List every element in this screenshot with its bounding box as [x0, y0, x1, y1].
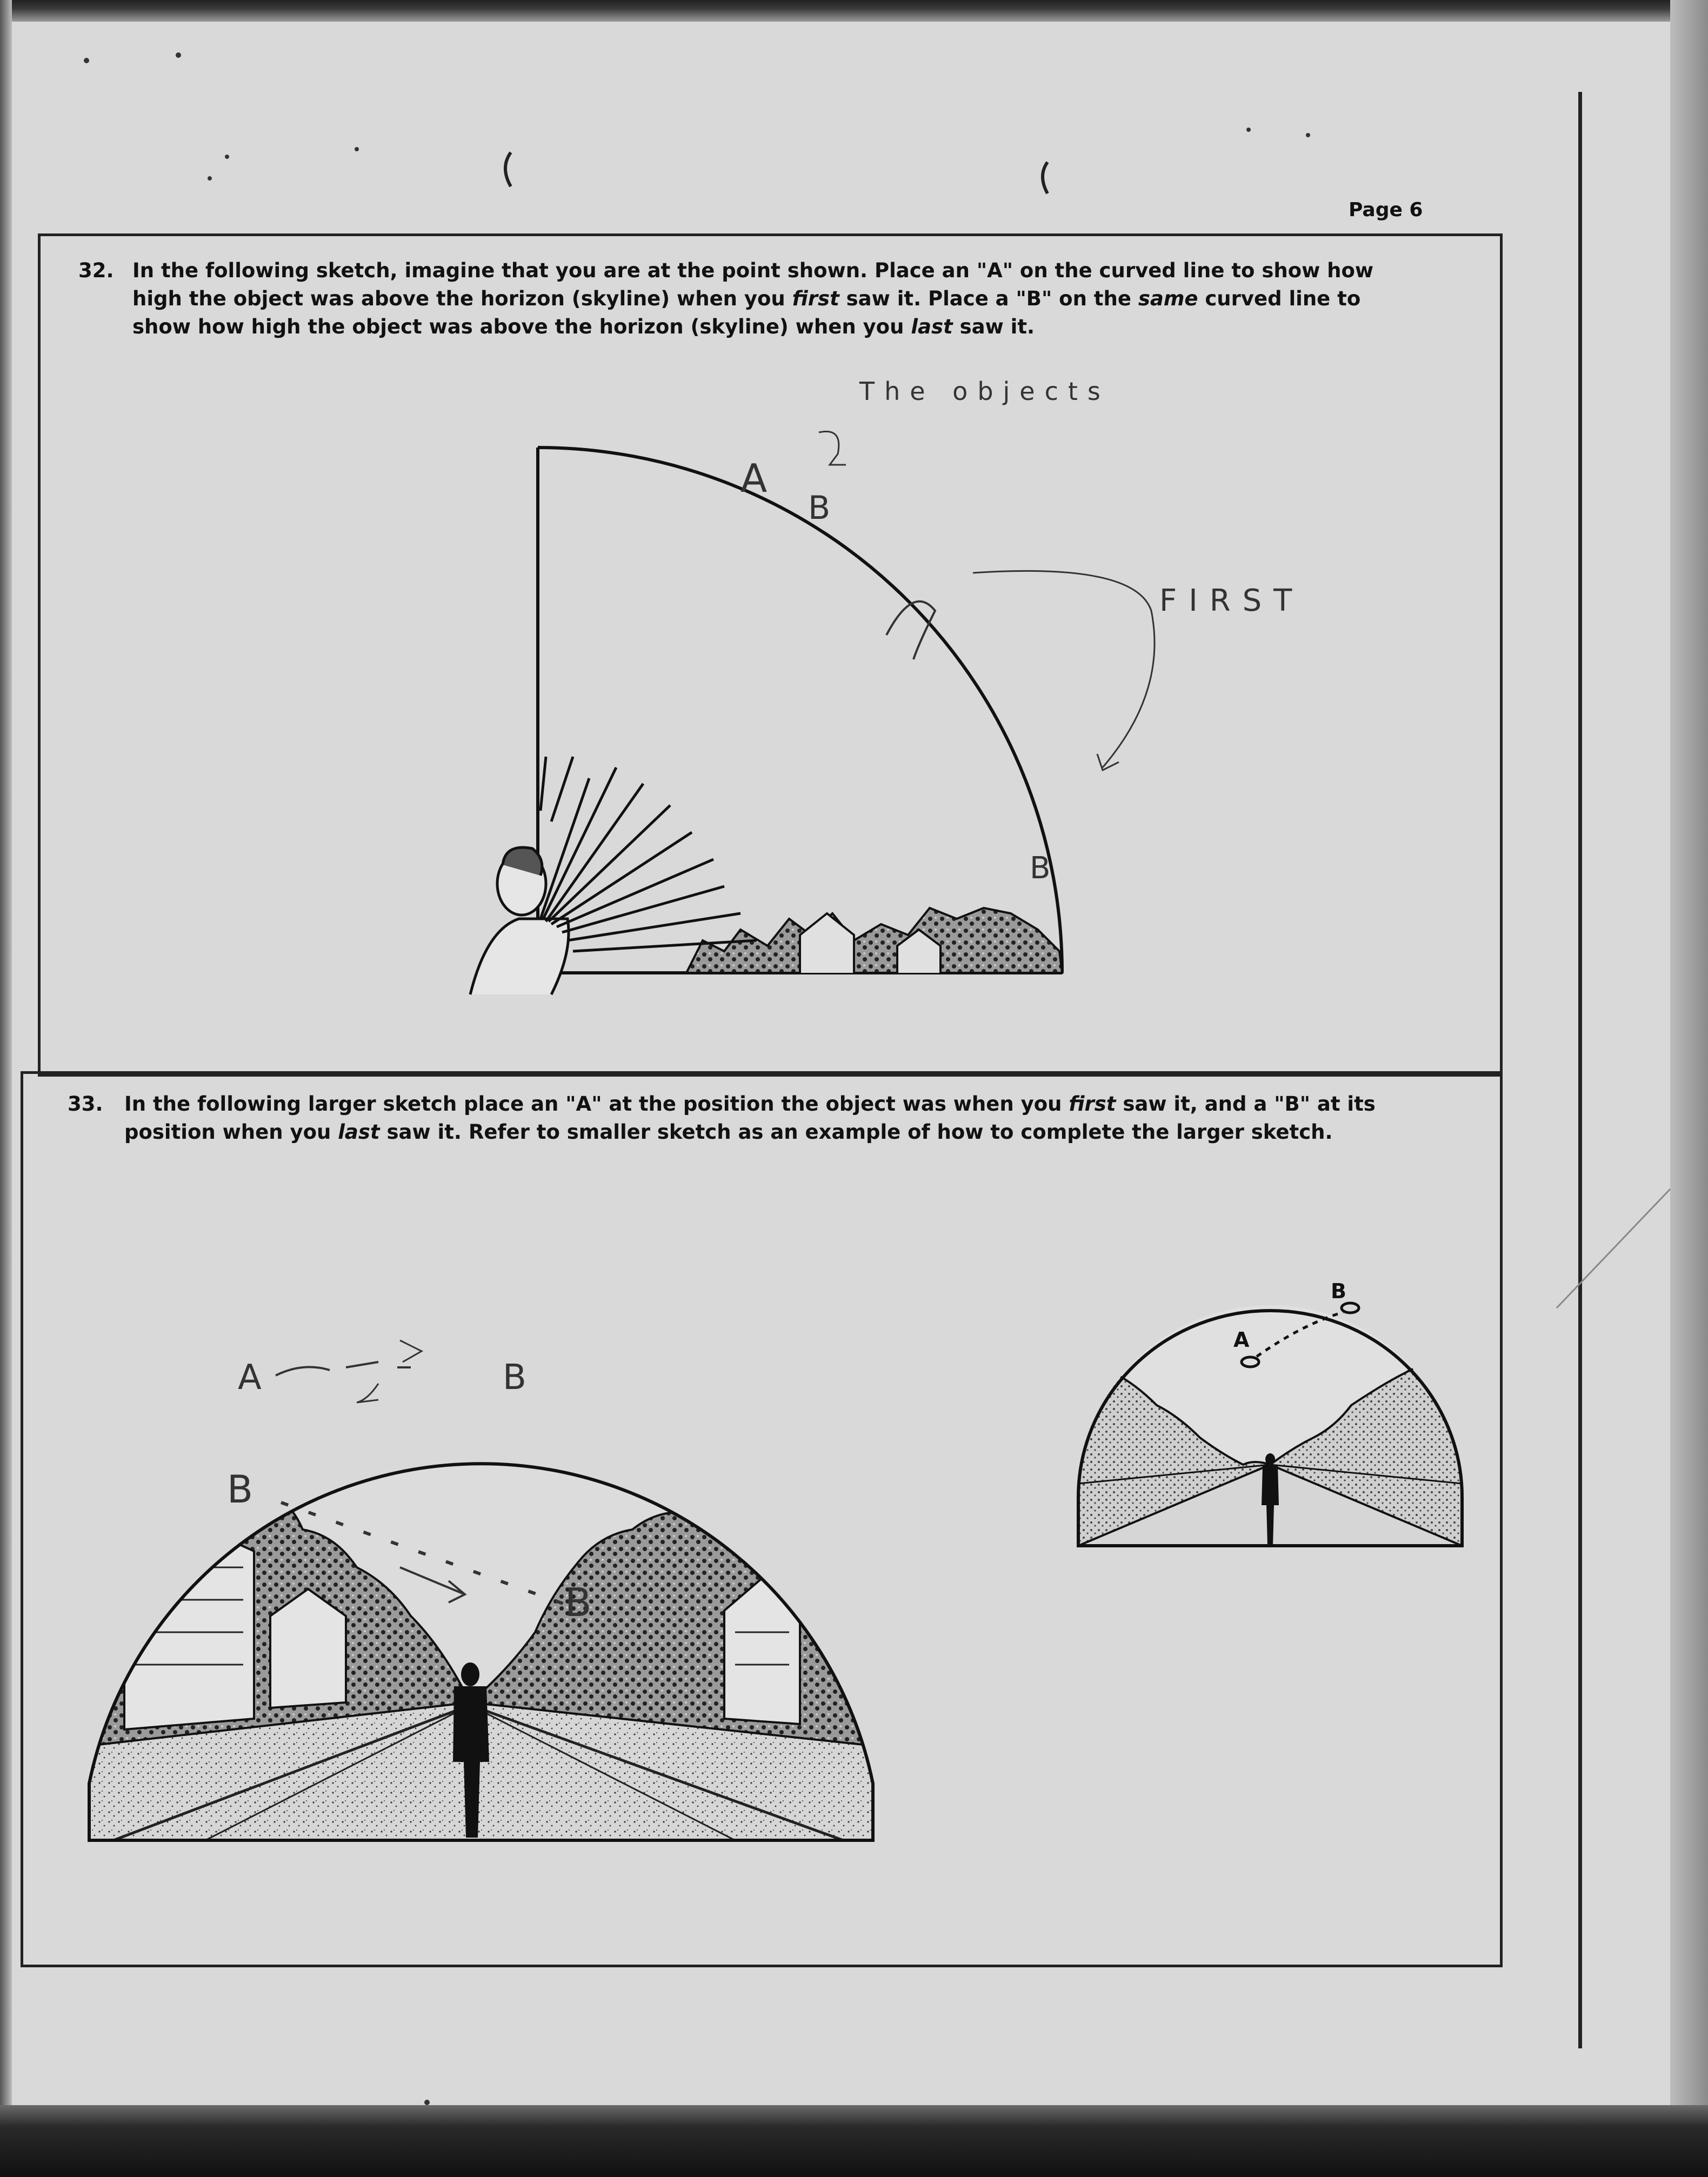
- question-number: 33.: [68, 1092, 103, 1116]
- example-object-b: [1342, 1303, 1359, 1313]
- handwritten-right-b: B: [565, 1580, 592, 1625]
- handwritten-lower-b: B: [1030, 851, 1051, 886]
- emphasis-first: first: [1069, 1092, 1116, 1116]
- emphasis-first: first: [792, 287, 839, 310]
- text-segment: In the following sketch, imagine that you are at the point shown. Place an "A" on the curved line to show how: [132, 259, 1374, 282]
- text-segment: saw it. Refer to smaller sketch as an example of how to complete the larger sketch.: [379, 1120, 1333, 1144]
- handwritten-top-b: B: [503, 1358, 526, 1398]
- question-number: 32.: [78, 259, 114, 282]
- handwritten-first-label: FIRST: [1159, 583, 1304, 618]
- sky-quadrant-diagram: [470, 377, 1304, 994]
- large-street-scene: [86, 1259, 876, 1843]
- handwritten-note: The objects: [859, 377, 1110, 406]
- text-segment: high the object was above the horizon (skyline) when you: [132, 287, 792, 310]
- text-segment: position when you: [124, 1120, 338, 1144]
- scan-scratch: [1557, 1189, 1670, 1308]
- handwritten-left-b: B: [227, 1467, 253, 1512]
- emphasis-last: last: [911, 315, 953, 338]
- example-sketch: [1076, 1259, 1465, 1551]
- handwritten-letter-b: B: [808, 489, 831, 527]
- handwritten-top-a: A: [238, 1358, 262, 1398]
- scan-dot: [424, 2100, 430, 2105]
- scan-marks: [84, 52, 1310, 193]
- example-label-a: A: [1233, 1328, 1250, 1352]
- emphasis-same: same: [1138, 287, 1198, 310]
- text-segment: saw it. Place a "B" on the: [839, 287, 1138, 310]
- text-segment: curved line to: [1198, 287, 1361, 310]
- emphasis-last: last: [338, 1120, 380, 1144]
- text-segment: In the following larger sketch place an "A" at the position the object was when you: [124, 1092, 1069, 1116]
- text-segment: saw it, and a "B" at its: [1116, 1092, 1376, 1116]
- example-label-b: B: [1331, 1279, 1346, 1303]
- text-segment: saw it.: [952, 315, 1035, 338]
- text-segment: show how high the object was above the horizon (skyline) when you: [132, 315, 911, 338]
- handwritten-letter-a: A: [740, 456, 768, 501]
- sky-arc-line[interactable]: [538, 448, 1062, 973]
- handwritten-answers-q32: [740, 377, 1304, 886]
- page-number: Page 6: [1349, 199, 1423, 221]
